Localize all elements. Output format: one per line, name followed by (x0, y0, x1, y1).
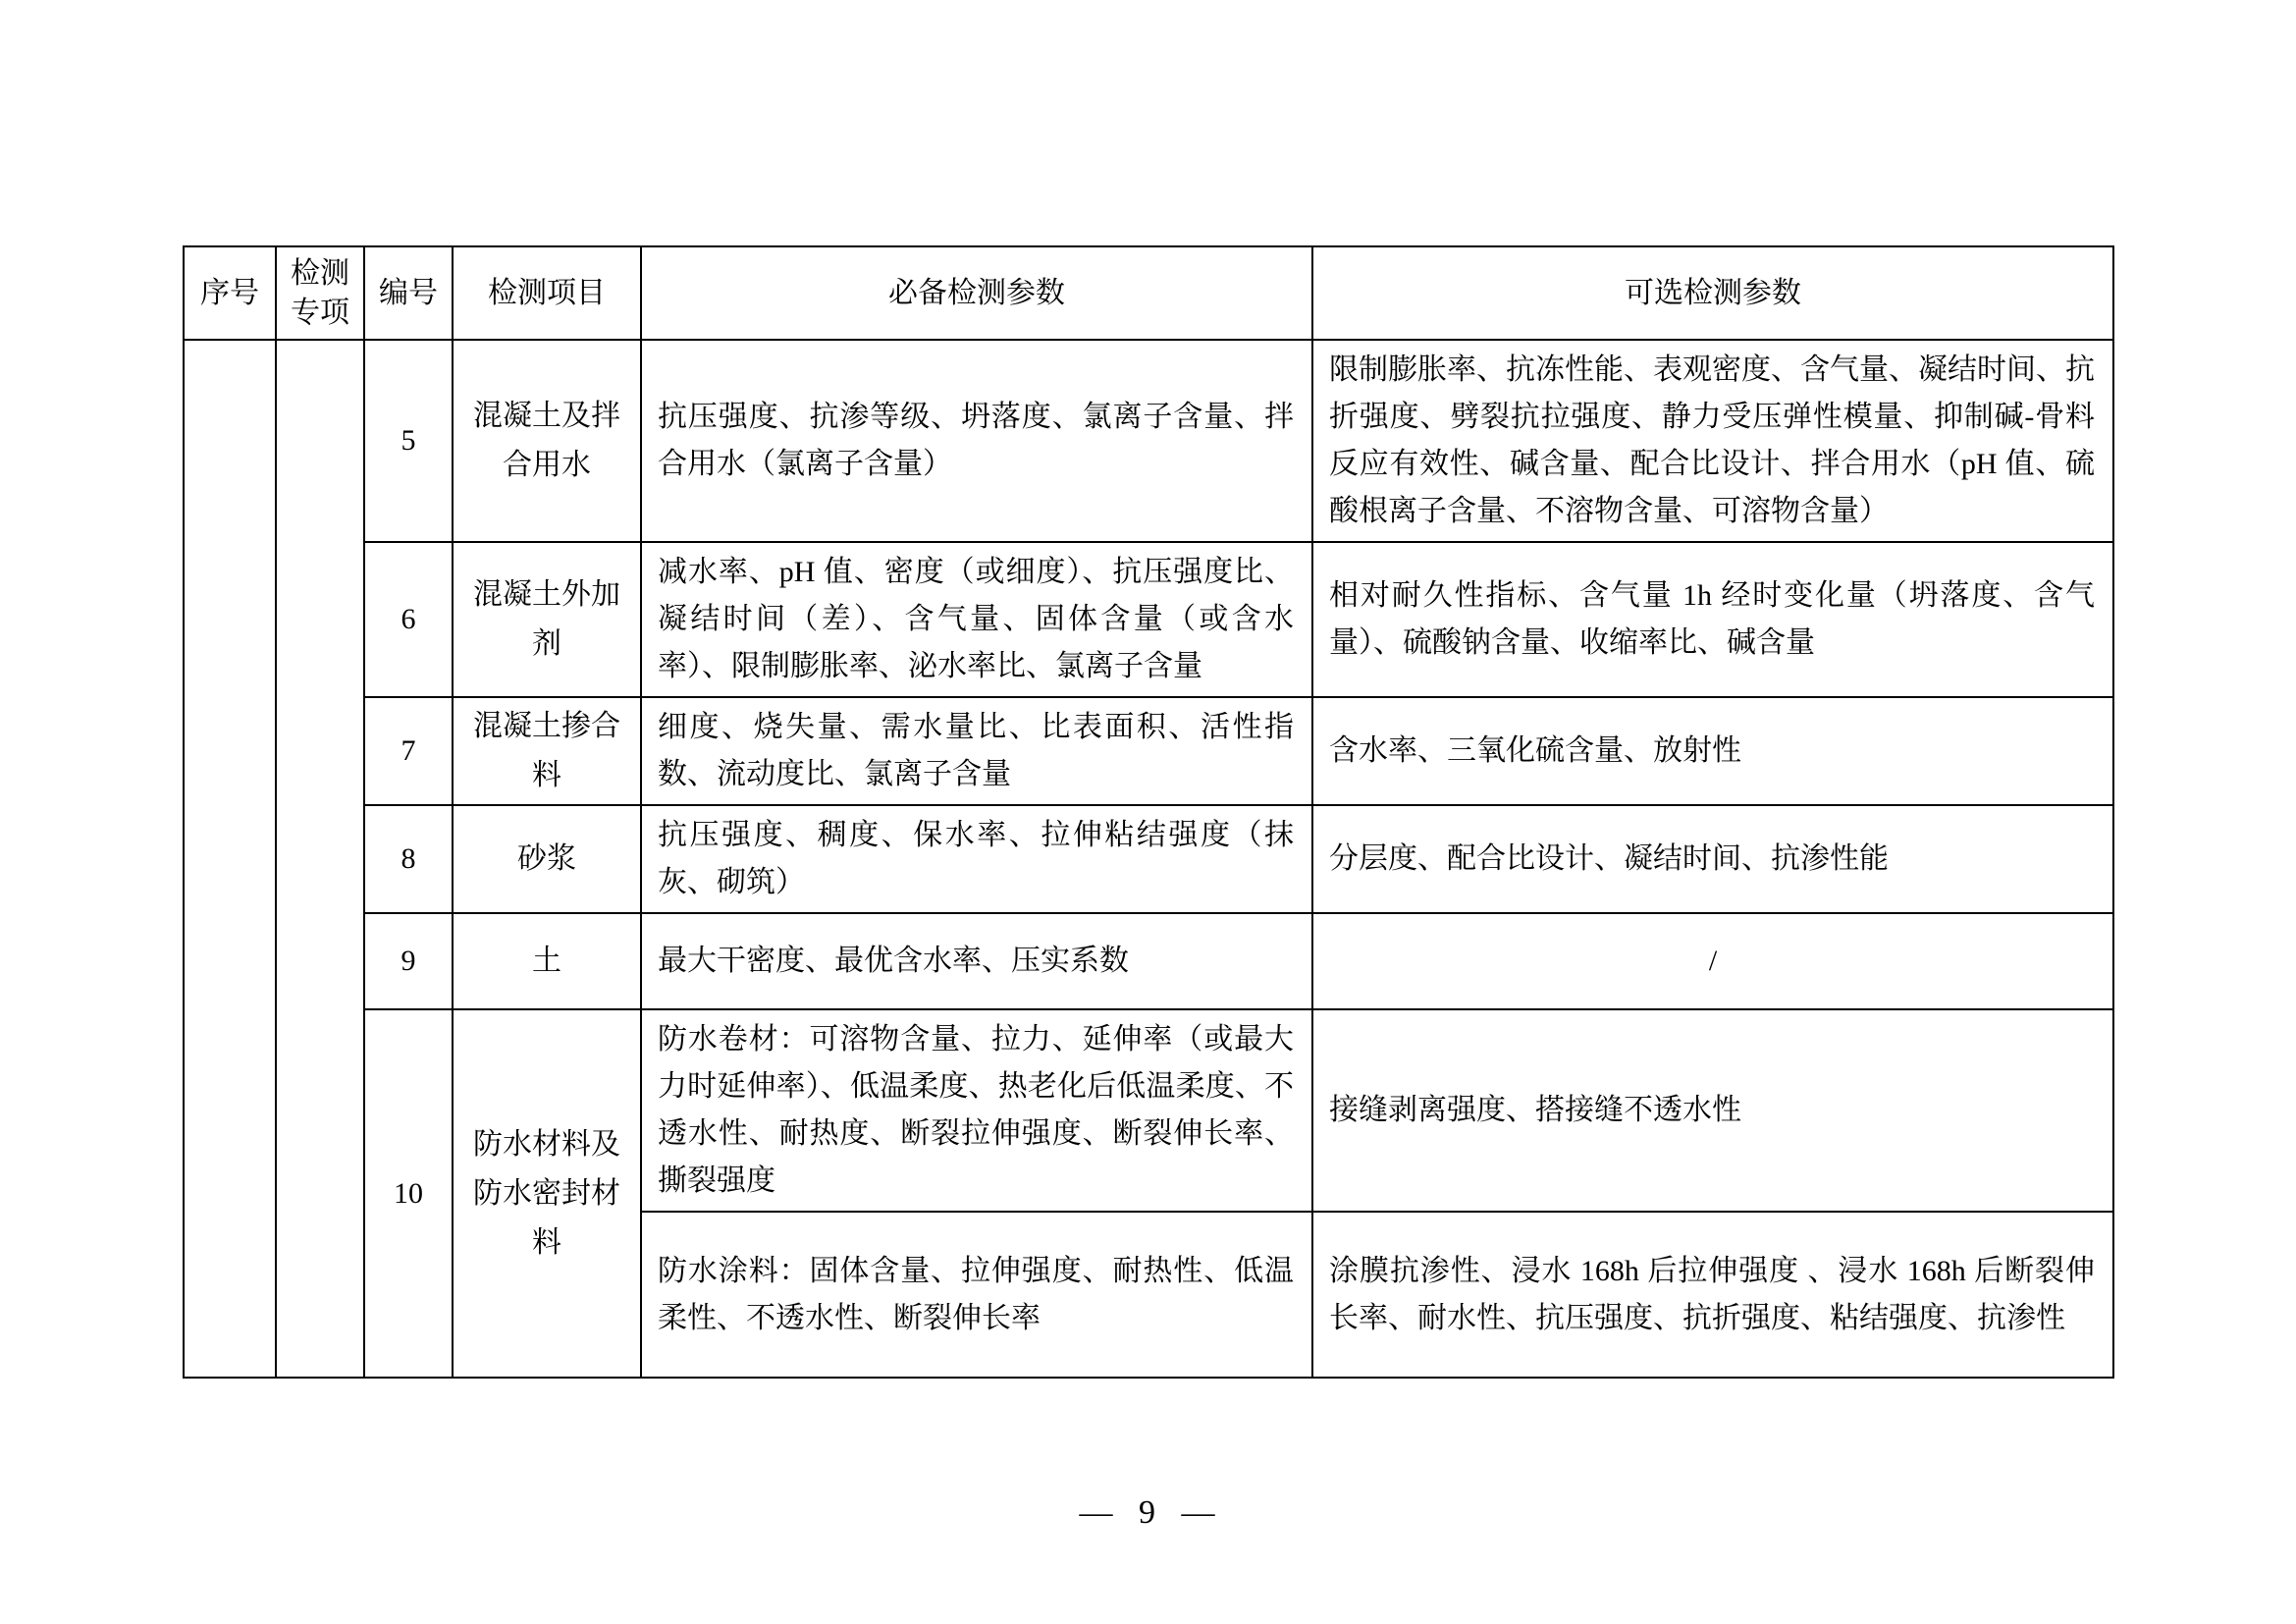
inspection-parameters-table (183, 245, 2114, 1379)
col-header-optional-parameters: 可选检测参数 (1312, 246, 2113, 340)
table-row-7 (184, 697, 2113, 805)
table-row-8 (184, 805, 2113, 913)
col-header-serial-number: 序号 (184, 246, 276, 340)
cell-optional-params: 含水率、三氧化硫含量、放射性 (1312, 697, 2113, 805)
cell-required-params: 最大干密度、最优含水率、压实系数 (641, 913, 1312, 1009)
cell-item: 土 (453, 913, 641, 1009)
cell-no: 5 (364, 340, 453, 542)
table-header-row (184, 246, 2113, 340)
col-header-inspection-specialty: 检测专项 (276, 246, 364, 340)
col-header-required-parameters: 必备检测参数 (641, 246, 1312, 340)
cell-item: 混凝土外加剂 (453, 542, 641, 697)
col-header-inspection-item: 检测项目 (453, 246, 641, 340)
cell-optional-params: 涂膜抗渗性、浸水 168h 后拉伸强度 、浸水 168h 后断裂伸长率、耐水性、抗压强度、抗折强度、粘结强度、抗渗性 (1312, 1212, 2113, 1378)
cell-required-params: 减水率、pH 值、密度（或细度）、抗压强度比、凝结时间（差）、含气量、固体含量（或含水率）、限制膨胀率、泌水率比、氯离子含量 (641, 542, 1312, 697)
cell-optional-params: 接缝剥离强度、搭接缝不透水性 (1312, 1009, 2113, 1212)
cell-optional-params-slash: / (1312, 913, 2113, 1009)
cell-no: 10 (364, 1009, 453, 1378)
table-row-6 (184, 542, 2113, 697)
cell-item: 混凝土及拌合用水 (453, 340, 641, 542)
cell-required-params: 防水卷材：可溶物含量、拉力、延伸率（或最大力时延伸率）、低温柔度、热老化后低温柔度、不透水性、耐热度、断裂拉伸强度、断裂伸长率、撕裂强度 (641, 1009, 1312, 1212)
page-number: — 9 — (1079, 1494, 1217, 1531)
cell-item: 防水材料及防水密封材料 (453, 1009, 641, 1378)
cell-required-params: 细度、烧失量、需水量比、比表面积、活性指数、流动度比、氯离子含量 (641, 697, 1312, 805)
cell-required-params: 抗压强度、稠度、保水率、拉伸粘结强度（抹灰、砌筑） (641, 805, 1312, 913)
cell-optional-params: 分层度、配合比设计、凝结时间、抗渗性能 (1312, 805, 2113, 913)
serial-number-cell-empty (184, 340, 276, 1378)
cell-optional-params: 相对耐久性指标、含气量 1h 经时变化量（坍落度、含气量）、硫酸钠含量、收缩率比、碱含量 (1312, 542, 2113, 697)
cell-no: 9 (364, 913, 453, 1009)
table-row-5 (184, 340, 2113, 542)
col-header-item-number: 编号 (364, 246, 453, 340)
table-row-9 (184, 913, 2113, 1009)
table-row-10-waterproof-membrane (184, 1009, 2113, 1212)
cell-optional-params: 限制膨胀率、抗冻性能、表观密度、含气量、凝结时间、抗折强度、劈裂抗拉强度、静力受压弹性模量、抑制碱-骨料反应有效性、碱含量、配合比设计、拌合用水（pH 值、硫酸根离子含量、不溶物含量、可溶物含量） (1312, 340, 2113, 542)
cell-required-params: 防水涂料：固体含量、拉伸强度、耐热性、低温柔性、不透水性、断裂伸长率 (641, 1212, 1312, 1378)
inspection-specialty-cell-empty (276, 340, 364, 1378)
cell-no: 8 (364, 805, 453, 913)
cell-item: 砂浆 (453, 805, 641, 913)
cell-no: 7 (364, 697, 453, 805)
cell-item: 混凝土掺合料 (453, 697, 641, 805)
cell-required-params: 抗压强度、抗渗等级、坍落度、氯离子含量、拌合用水（氯离子含量） (641, 340, 1312, 542)
cell-no: 6 (364, 542, 453, 697)
